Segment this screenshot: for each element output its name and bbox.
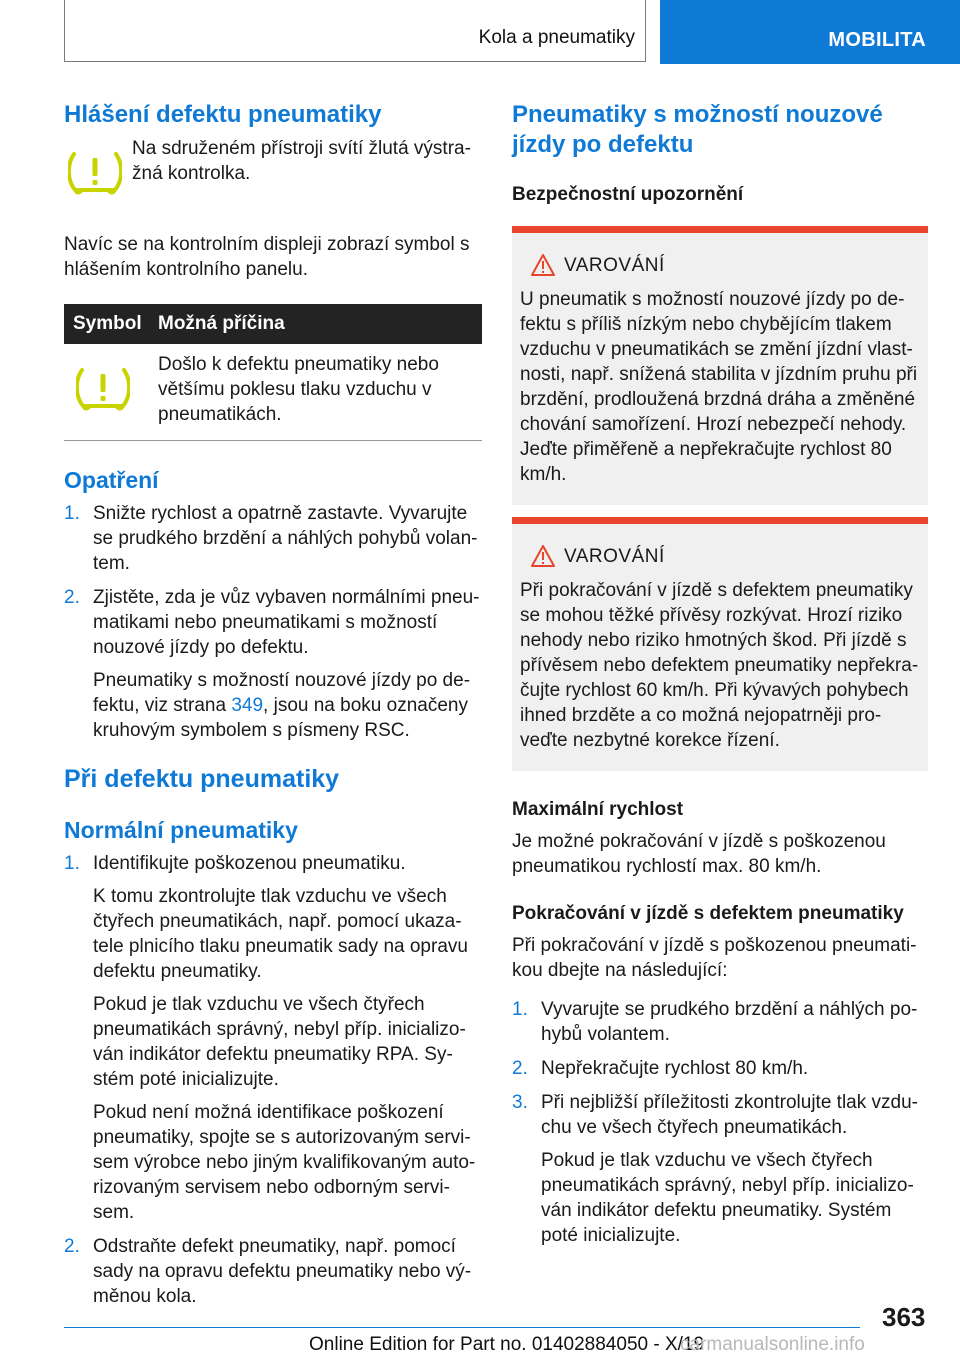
- list-item-subtext: [93, 668, 482, 743]
- list-number: 2.: [64, 587, 80, 608]
- list-item-text: Při nejbližší příležitosti zkontrolujte tlak vzdu-chu ve všech čtyřech pneumatikách.: [541, 1092, 918, 1138]
- runflat-title: Pneumatiky s možností nouzové jízdy po defektu: [512, 101, 883, 158]
- list-item-text: Vyvarujte se prudkého brzdění a náhlých po-hybů volantem.: [541, 999, 918, 1045]
- footer-edition: Online Edition for Part no. 01402884050 - X/19: [309, 1334, 705, 1355]
- list-item: [64, 501, 482, 576]
- tire-pressure-warning-icon: [68, 150, 122, 201]
- page-number: 363: [882, 1302, 926, 1332]
- list-number: 1.: [64, 503, 80, 524]
- warning-triangle-icon: [530, 544, 556, 573]
- max-speed-text: Je možné pokračování v jízdě s poškozenou pneumatikou rychlostí max. 80 km/h.: [512, 831, 886, 877]
- warning-box: [512, 517, 928, 771]
- list-item: [512, 997, 928, 1047]
- continue-driving-intro: Při pokračování v jízdě s poškozenou pneumati-kou dbejte na následující:: [512, 935, 917, 981]
- measures-title: Opatření: [64, 467, 159, 493]
- flat-tire-message-title: Hlášení defektu pneumatiky: [64, 101, 382, 128]
- list-item: [64, 585, 482, 743]
- list-number: 3.: [512, 1092, 528, 1113]
- warning-heading: [520, 253, 928, 281]
- header-section-box: [64, 0, 646, 62]
- warning-triangle-icon: [530, 253, 556, 282]
- list-number: 1.: [64, 853, 80, 874]
- table-header-symbol: Symbol: [73, 313, 142, 334]
- indicator-intro: [64, 136, 482, 210]
- list-item-text: Snižte rychlost a opatrně zastavte. Vyvarujte se prudkého brzdění a náhlých pohybů volan-tem.: [93, 503, 478, 574]
- list-item: [512, 1090, 928, 1248]
- tire-pressure-warning-icon: [76, 366, 130, 417]
- continue-driving-list: [512, 997, 928, 1248]
- footer-divider: [64, 1327, 860, 1328]
- intro-line-1: Na sdruženém přístroji svítí žlutá výstra-: [132, 138, 471, 159]
- max-speed-title: Maximální rychlost: [512, 799, 684, 820]
- list-item-text: Identifikujte poškozenou pneumatiku.: [93, 853, 406, 874]
- list-item-text: Nepřekračujte rychlost 80 km/h.: [541, 1058, 809, 1079]
- header-chapter-tab: [660, 0, 960, 64]
- warning-heading: [520, 544, 928, 572]
- display-info-text: Navíc se na kontrolním displeji zobrazí symbol s hlášením kontrolního panelu.: [64, 234, 470, 280]
- warning-text: U pneumatik s možností nouzové jízdy po de-fektu s příliš nízkým nebo chybějícím tlakem vzduchu v pneumatikách se změní jízdní vlast-nosti, např. snížená stabilita v jízdním pruhu při brzdění, prodloužená brzdná dráha a změněné chování samořízení. Hrozí nebezpečí nehody. Jeďte přiměřeně a nepřekračujte rychlost 80 km/h.: [520, 289, 918, 485]
- list-number: 1.: [512, 999, 528, 1020]
- table-cell-cause: Došlo k defektu pneumatiky nebo většímu poklesu tlaku vzduchu v pneumatikách.: [158, 354, 439, 425]
- page-link-349[interactable]: 349: [231, 695, 264, 716]
- list-item: [64, 1234, 482, 1309]
- header-chapter-label: MOBILITA: [828, 29, 926, 51]
- table-header: [64, 304, 482, 344]
- footer-watermark: carmanualsonline.info: [680, 1334, 865, 1355]
- table-header-cause: Možná příčina: [158, 313, 285, 334]
- list-number: 2.: [64, 1236, 80, 1257]
- subtext-part: , jsou na boku označeny kruhovým symbolem s písmeny RSC.: [93, 695, 468, 741]
- list-item-text: Odstraňte defekt pneumatiky, např. pomocí sady na opravu defektu pneumatiky nebo vý-měnou kola.: [93, 1236, 472, 1307]
- list-item-text: Zjistěte, zda je vůz vybaven normálními pneu-matikami nebo pneumatikami s možností nouzové jízdy po defektu.: [93, 587, 480, 658]
- warning-box: [512, 226, 928, 505]
- list-item-subtext: Pokud není možná identifikace poškození pneumatiky, spojte se s autorizovaným servi-sem výrobce nebo jiným kvalifikovaným auto-rizovaným servisem nebo odborným servi-sem.: [93, 1102, 476, 1223]
- header-section-title: Kola a pneumatiky: [478, 27, 635, 48]
- continue-driving-title: Pokračování v jízdě s defektem pneumatiky: [512, 903, 904, 924]
- defect-title: Při defektu pneumatiky: [64, 765, 340, 793]
- warning-label: VAROVÁNÍ: [564, 255, 665, 276]
- warning-text: Při pokračování v jízdě s defektem pneumatiky se mohou těžké přívěsy rozkývat. Hrozí riziko nehody nebo riziko hmotných škod. Při jízdě s přívěsem nebo defektem pneumatiky nepřekra-čujte rychlost 60 km/h. Při kývavých pohybech ihned brzděte a co možná nejopatrněji pro-veďte nezbytné korekce řízení.: [520, 580, 919, 751]
- safety-title: Bezpečnostní upozornění: [512, 184, 744, 205]
- warning-label: VAROVÁNÍ: [564, 546, 665, 567]
- list-item-subtext: Pokud je tlak vzduchu ve všech čtyřech pneumatikách správný, nebyl příp. inicializo-ván indikátor defektu pneumatiky. Systém poté inicializujte.: [541, 1150, 914, 1246]
- list-number: 2.: [512, 1058, 528, 1079]
- intro-line-2: žná kontrolka.: [132, 163, 251, 184]
- list-item: [64, 851, 482, 1225]
- symbol-table: [64, 304, 482, 441]
- normal-tires-list: [64, 851, 482, 1309]
- left-column: [64, 100, 482, 1318]
- subtext-part: Pneumatiky s možností nouzové jízdy po de-fektu, viz strana: [93, 670, 471, 716]
- right-column: [512, 100, 928, 1257]
- list-item: [512, 1056, 928, 1081]
- measures-list: [64, 501, 482, 743]
- normal-tires-title: Normální pneumatiky: [64, 817, 298, 843]
- table-row: [64, 344, 482, 441]
- list-item-subtext: Pokud je tlak vzduchu ve všech čtyřech pneumatikách správný, nebyl příp. inicializo-ván indikátor defektu pneumatiky RPA. Sy-stém poté inicializujte.: [93, 994, 466, 1090]
- list-item-subtext: K tomu zkontrolujte tlak vzduchu ve všech čtyřech pneumatikách, např. pomocí ukaza-tele plnicího tlaku pneumatik sady na opravu defektu pneumatiky.: [93, 886, 468, 982]
